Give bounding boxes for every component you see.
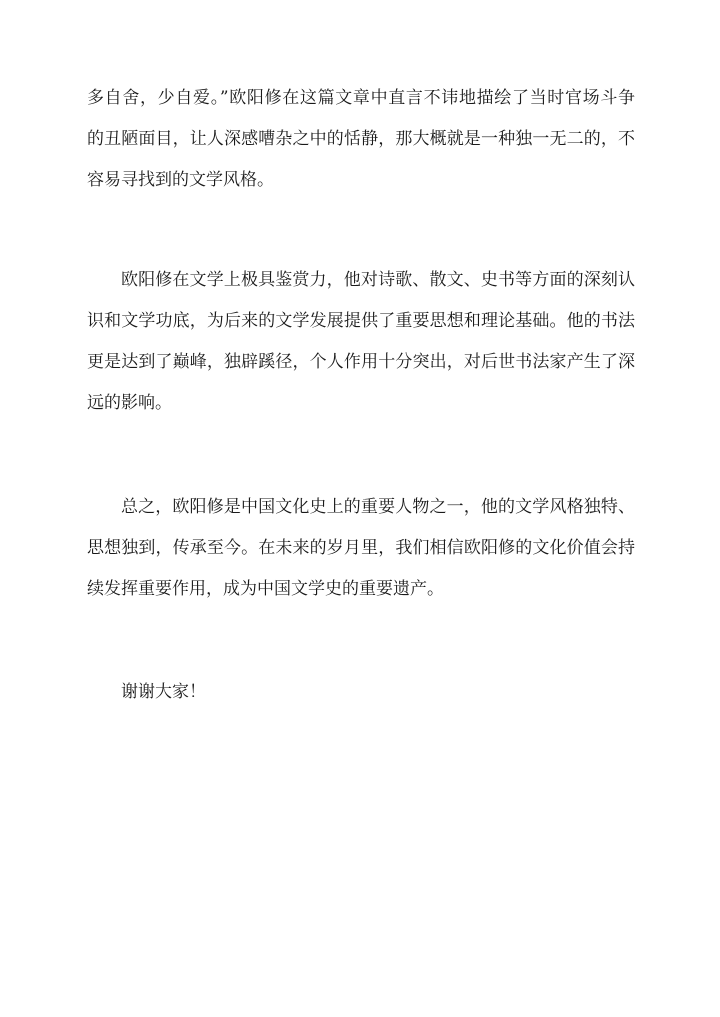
text-line: 多自舍，少自爱。”欧阳修在这篇文章中直言不讳地描绘了当时官场斗争	[87, 88, 635, 108]
text-line: 容易寻找到的文学风格。	[87, 170, 274, 190]
text-line: 思想独到，传承至今。在未来的岁月里，我们相信欧阳修的文化价值会持	[87, 538, 635, 558]
closing-remark	[87, 672, 635, 713]
paragraph-conclusion	[87, 487, 635, 610]
paragraph-continued	[87, 78, 635, 201]
text-line: 续发挥重要作用，成为中国文学史的重要遗产。	[87, 579, 444, 599]
paragraph-literary-appreciation	[87, 260, 635, 424]
text-line: 远的影响。	[87, 393, 172, 413]
text-line: 总之，欧阳修是中国文化史上的重要人物之一，他的文学风格独特、	[121, 497, 635, 517]
text-line: 的丑陋面目，让人深感嘈杂之中的恬静，那大概就是一种独一无二的，不	[87, 129, 635, 149]
text-line: 更是达到了巅峰，独辟蹊径，个人作用十分突出，对后世书法家产生了深	[87, 352, 635, 372]
text-line: 识和文学功底，为后来的文学发展提供了重要思想和理论基础。他的书法	[87, 311, 635, 331]
text-line: 欧阳修在文学上极具鉴赏力，他对诗歌、散文、史书等方面的深刻认	[121, 270, 635, 290]
closing-text: 谢谢大家！	[121, 682, 206, 702]
